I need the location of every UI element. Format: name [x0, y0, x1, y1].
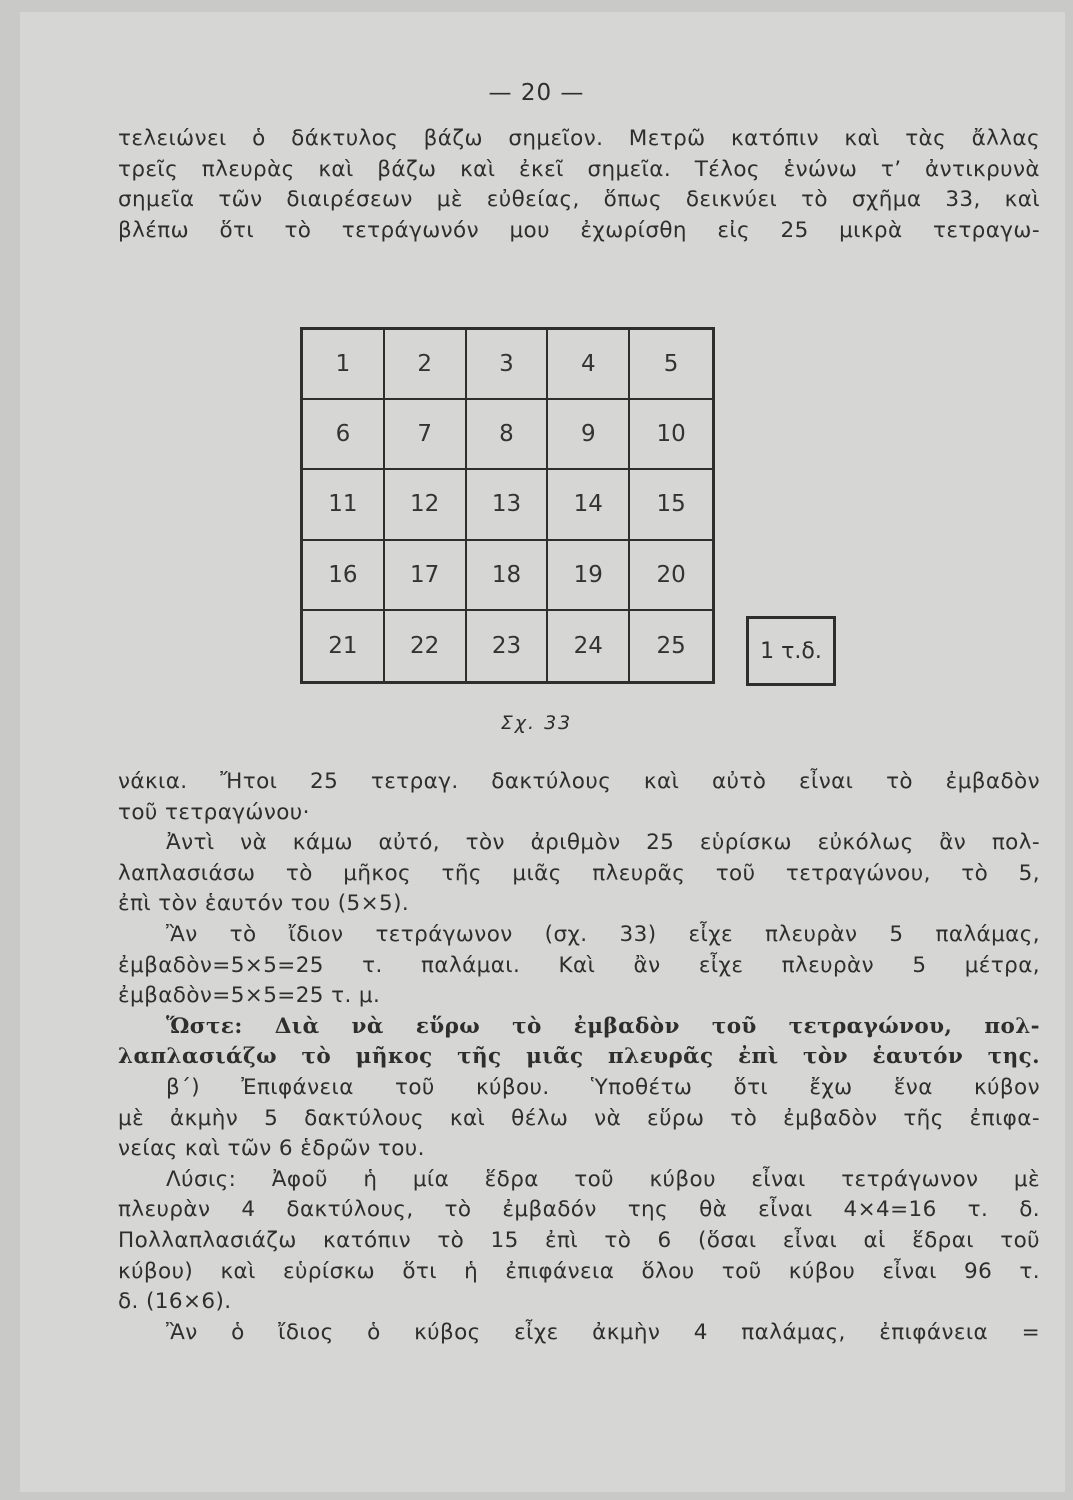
- text-line: σημεῖα τῶν διαιρέσεων μὲ εὐθείας, ὅπως δεικνύει τὸ σχῆμα 33, καὶ: [118, 187, 1040, 213]
- text-line: Ἂν ὁ ἴδιος ὁ κύβος εἶχε ἀκμὴν 4 παλάμας, ἐπιφάνεια =: [166, 1319, 1040, 1345]
- grid-cell: 17: [385, 541, 467, 611]
- grid-cell: 8: [467, 400, 549, 470]
- text-line: ἐπὶ τὸν ἑαυτόν του (5×5).: [118, 891, 410, 917]
- figure-33-grid: [300, 327, 715, 684]
- grid-cell: 24: [548, 611, 630, 681]
- unit-square: [746, 616, 836, 686]
- figure-caption: Σχ. 33: [500, 712, 573, 734]
- grid-cell: 10: [630, 400, 712, 470]
- text-line: λαπλασιάζω τὸ μῆκος τῆς μιᾶς πλευρᾶς ἐπὶ τὸν ἑαυτόν της.: [118, 1044, 1040, 1070]
- grid-cell: 3: [467, 330, 549, 400]
- grid-cell: 11: [303, 470, 385, 540]
- text-line: Ἂν τὸ ἴδιον τετράγωνον (σχ. 33) εἶχε πλευρὰν 5 παλάμας,: [166, 921, 1040, 947]
- grid-cell: 25: [656, 632, 686, 659]
- grid-cell: 9: [548, 400, 630, 470]
- text-line: Πολλαπλασιάζω κατόπιν τὸ 15 ἐπὶ τὸ 6 (ὅσαι εἶναι αἱ ἕδραι τοῦ: [118, 1227, 1040, 1253]
- text-line: ἐμβαδὸν=5×5=25 τ. μ.: [118, 983, 381, 1009]
- grid-cell: 15: [630, 470, 712, 540]
- grid-cell: 20: [630, 541, 712, 611]
- text-line: κύβου) καὶ εὑρίσκω ὅτι ἡ ἐπιφάνεια ὅλου τοῦ κύβου εἶναι 96 τ.: [118, 1258, 1040, 1284]
- grid-cell: 22: [385, 611, 467, 681]
- text-line: λαπλασιάσω τὸ μῆκος τῆς μιᾶς πλευρᾶς τοῦ τετραγώνου, τὸ 5,: [118, 860, 1040, 886]
- grid-cell: 4: [548, 330, 630, 400]
- text-line: πλευρὰν 4 δακτύλους, τὸ ἐμβαδόν της θὰ εἶναι 4×4=16 τ. δ.: [118, 1197, 1040, 1223]
- grid-cell: 1: [303, 330, 385, 400]
- grid-cell: 14: [548, 470, 630, 540]
- body-text: [118, 767, 1040, 1348]
- text-line: Ἀντὶ νὰ κάμω αὐτό, τὸν ἀριθμὸν 25 εὑρίσκω εὐκόλως ἂν πολ-: [166, 830, 1040, 856]
- text-line: νάκια. Ἤτοι 25 τετραγ. δακτύλους καὶ αὐτὸ εἶναι τὸ ἐμβαδὸν: [118, 769, 1040, 794]
- text-line: τοῦ τετραγώνου·: [118, 799, 310, 825]
- grid-cell: 5: [630, 330, 712, 400]
- grid-cell: 16: [303, 541, 385, 611]
- text-line: δ. (16×6).: [118, 1289, 232, 1315]
- unit-label: 1 τ.δ.: [760, 638, 822, 664]
- grid-cell: 21: [303, 611, 385, 681]
- text-line: τρεῖς πλευρὰς καὶ βάζω καὶ ἐκεῖ σημεῖα. Τέλος ἑνώνω τ’ ἀντικρυνὰ: [118, 156, 1040, 182]
- text-line: τελειώνει ὁ δάκτυλος βάζω σημεῖον. Μετρῶ κατόπιν καὶ τὰς ἄλλας: [118, 126, 1040, 151]
- grid-cell: 18: [467, 541, 549, 611]
- top-paragraph: [118, 124, 1040, 246]
- grid-cell: 23: [467, 611, 549, 681]
- grid-cell: 6: [303, 400, 385, 470]
- grid-cell: 7: [385, 400, 467, 470]
- text-line: β΄) Ἐπιφάνεια τοῦ κύβου. Ὑποθέτω ὅτι ἔχω ἕνα κύβον: [166, 1074, 1040, 1100]
- text-line: Ὥστε: Διὰ νὰ εὕρω τὸ ἐμβαδὸν τοῦ τετραγώνου, πολ-: [166, 1013, 1040, 1039]
- text-line: βλέπω ὅτι τὸ τετράγωνόν μου ἐχωρίσθη εἰς 25 μικρὰ τετραγω-: [118, 217, 1040, 243]
- grid-cell: 12: [385, 470, 467, 540]
- text-line: Λύσις: Ἀφοῦ ἡ μία ἕδρα τοῦ κύβου εἶναι τετράγωνον μὲ: [166, 1166, 1040, 1192]
- grid-cell: 13: [467, 470, 549, 540]
- text-line: μὲ ἀκμὴν 5 δακτύλους καὶ θέλω νὰ εὕρω τὸ ἐμβαδὸν τῆς ἐπιφα-: [118, 1105, 1040, 1131]
- text-line: νείας καὶ τῶν 6 ἑδρῶν του.: [118, 1136, 425, 1162]
- text-line: ἐμβαδὸν=5×5=25 τ. παλάμαι. Καὶ ἂν εἶχε πλευρὰν 5 μέτρα,: [118, 952, 1040, 978]
- grid-cell: 19: [548, 541, 630, 611]
- page-number: — 20 —: [488, 80, 585, 106]
- grid-cell: 2: [385, 330, 467, 400]
